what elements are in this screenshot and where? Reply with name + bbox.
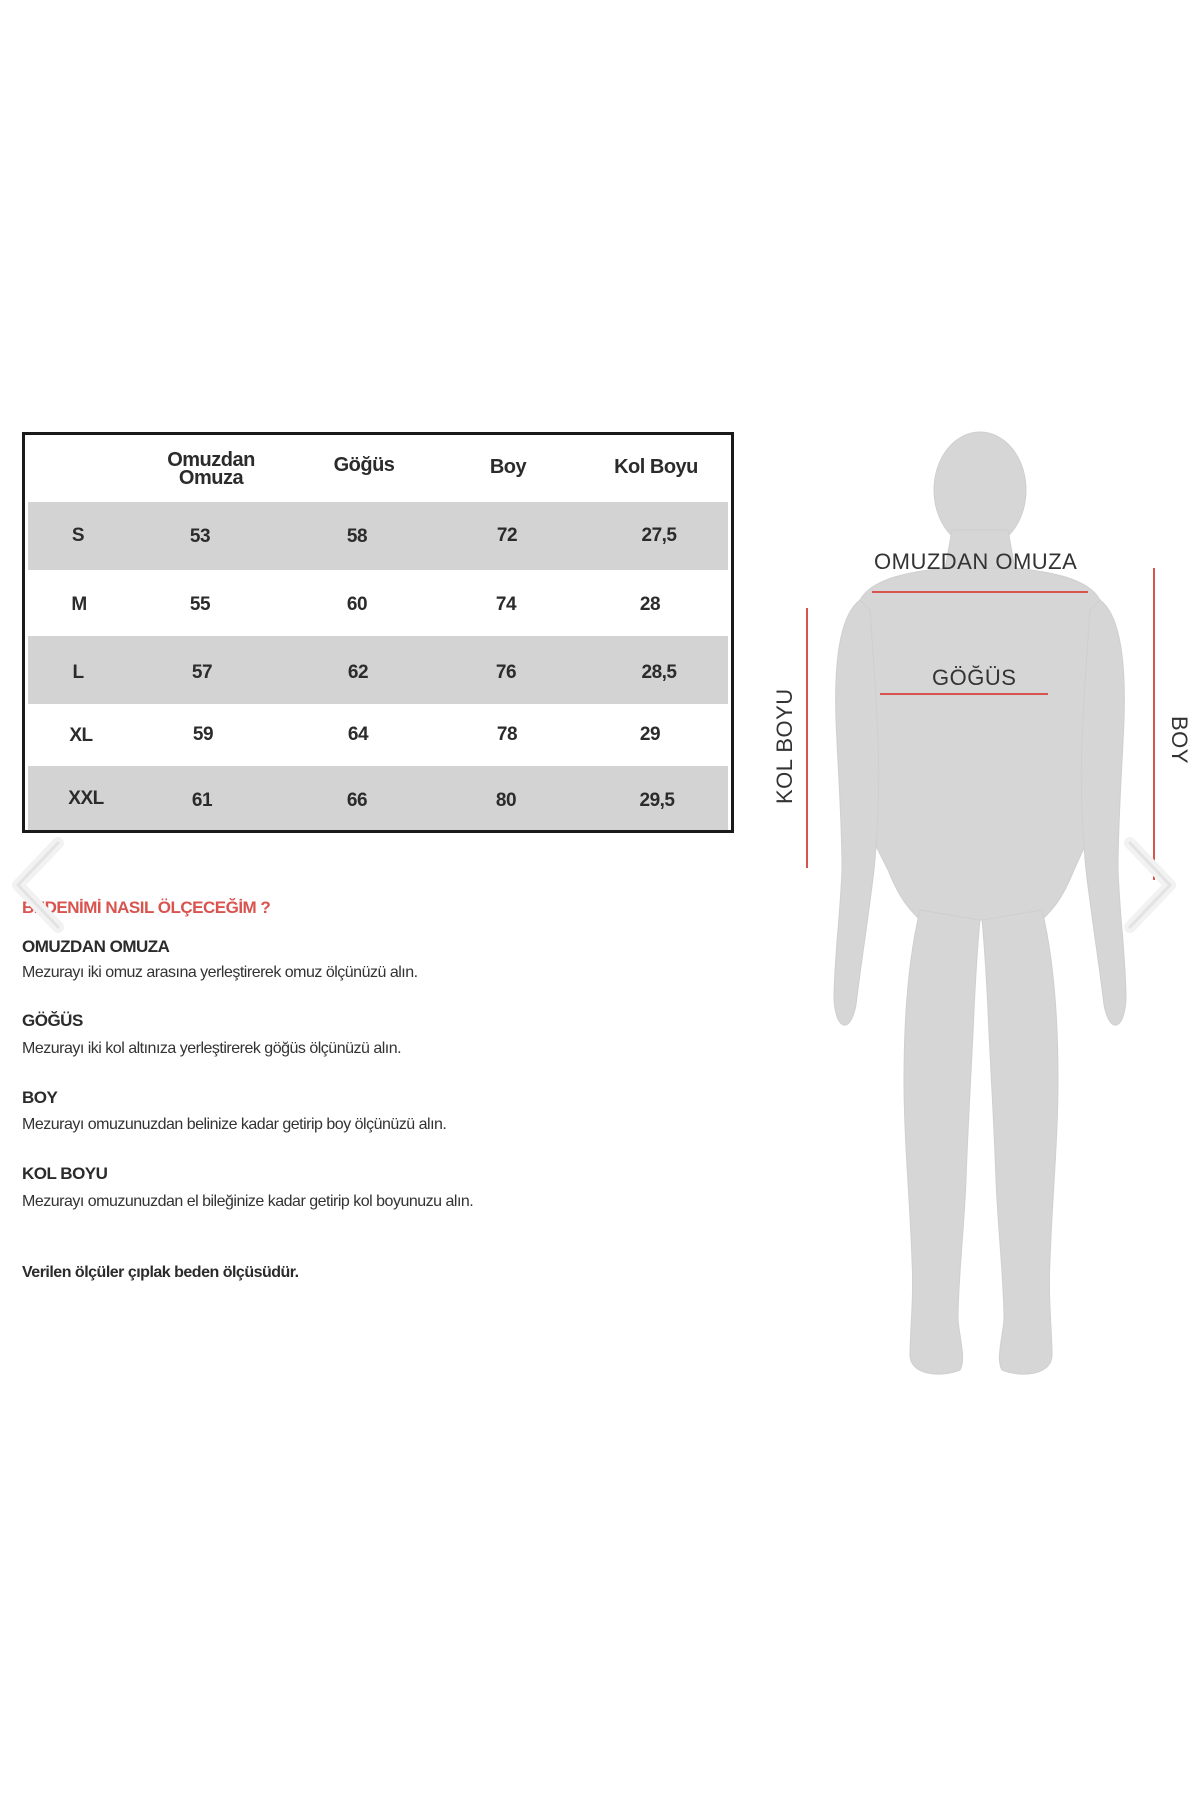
column-header: Omuzdan Omuza	[167, 449, 255, 489]
length-cell: 74	[495, 594, 517, 615]
shoulder-cell: 59	[192, 724, 214, 745]
section-title: BOY	[22, 1088, 58, 1107]
column-header: Göğüs	[333, 454, 395, 476]
length-label: BOY	[1167, 716, 1192, 764]
chest-cell: 64	[347, 724, 369, 745]
next-image-button[interactable]	[1118, 835, 1178, 935]
shoulder-cell: 55	[189, 594, 211, 615]
sleeve-cell: 29	[639, 724, 661, 745]
chest-cell: 58	[346, 526, 368, 547]
table-header-row	[28, 435, 728, 502]
size-cell: M	[71, 594, 87, 615]
chest-cell: 66	[346, 790, 368, 811]
section-description: Mezurayı omuzunuzdan el bileğinize kadar getirip kol boyunuzu alın.	[22, 1193, 474, 1210]
section-description: Mezurayı iki omuz arasına yerleştirerek omuz ölçünüzü alın.	[22, 964, 418, 981]
shoulder-label: OMUZDAN OMUZA	[874, 549, 1078, 574]
chevron-right-icon	[1118, 835, 1178, 935]
column-header: Kol Boyu	[614, 456, 698, 478]
sleeve-label: KOL BOYU	[772, 688, 797, 804]
table-row	[28, 636, 728, 704]
table-row	[28, 704, 728, 766]
guide-title: BEDENİMİ NASIL ÖLÇECEĞİM ?	[22, 898, 271, 917]
section-title: OMUZDAN OMUZA	[22, 937, 170, 956]
section-title: KOL BOYU	[22, 1164, 108, 1183]
sleeve-cell: 28	[639, 594, 661, 615]
shoulder-cell: 53	[189, 526, 211, 547]
size-table	[22, 432, 734, 833]
table-row	[28, 570, 728, 636]
length-cell: 72	[496, 525, 518, 546]
chest-cell: 62	[347, 662, 369, 683]
chevron-left-icon	[10, 835, 70, 935]
shoulder-cell: 61	[191, 790, 213, 811]
length-cell: 80	[495, 790, 517, 811]
sleeve-cell: 27,5	[641, 525, 677, 546]
size-cell: XXL	[68, 788, 104, 809]
section-title: GÖĞÜS	[22, 1011, 83, 1030]
length-cell: 78	[496, 724, 518, 745]
table-row	[28, 766, 728, 830]
size-cell: L	[72, 662, 84, 683]
size-cell: S	[71, 525, 85, 546]
section-description: Mezurayı iki kol altınıza yerleştirerek göğüs ölçünüzü alın.	[22, 1040, 402, 1057]
prev-image-button[interactable]	[10, 835, 70, 935]
sleeve-cell: 28,5	[641, 662, 677, 683]
section-description: Mezurayı omuzunuzdan belinize kadar getirip boy ölçünüzü alın.	[22, 1116, 447, 1133]
table-row	[28, 502, 728, 570]
chest-cell: 60	[346, 594, 368, 615]
sleeve-cell: 29,5	[639, 790, 675, 811]
footnote: Verilen ölçüler çıplak beden ölçüsüdür.	[22, 1264, 299, 1281]
length-cell: 76	[495, 662, 517, 683]
shoulder-cell: 57	[191, 662, 213, 683]
chest-label: GÖĞÜS	[932, 665, 1017, 690]
size-cell: XL	[69, 725, 93, 746]
column-header: Boy	[489, 456, 527, 478]
